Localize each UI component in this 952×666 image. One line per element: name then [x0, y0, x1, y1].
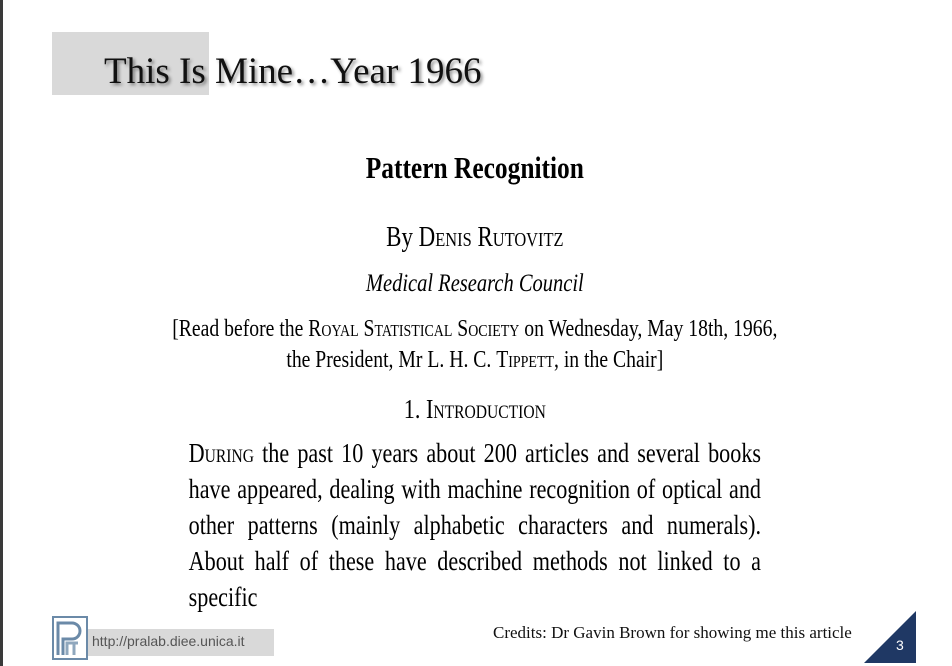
note-line1-post: on Wednesday, May 18th, 1966,	[524, 316, 778, 342]
note-line2-post: , in the Chair]	[553, 347, 664, 373]
slide-title: This Is Mine…Year 1966	[104, 51, 482, 92]
note-line2-pre: the President, Mr L. H. C.	[286, 347, 492, 373]
section-heading	[167, 394, 782, 425]
article-title: Pattern Recognition	[365, 150, 584, 185]
article-read-note	[167, 314, 782, 376]
article-affiliation: Medical Research Council	[365, 270, 584, 297]
section-number: 1.	[403, 394, 421, 424]
note-society: Royal Statistical Society	[308, 316, 520, 342]
body-text: the past 10 years about 200 articles and several books have appeared, dealing with machine recognition of optical and other patterns (mainly alphabetic characters and numerals). About half of these have described methods not linked to a specific	[188, 438, 762, 612]
credits-text: Credits: Dr Gavin Brown for showing me this article	[493, 623, 852, 642]
section-title: Introduction	[425, 394, 546, 424]
article-author	[167, 222, 782, 254]
note-line1-pre: [Read before the	[172, 316, 304, 342]
footer-url[interactable]: http://pralab.diee.unica.it	[92, 633, 245, 649]
author-name: Denis Rutovitz	[418, 222, 564, 253]
body-first-word: During	[188, 438, 254, 468]
page-number: 3	[896, 637, 904, 653]
note-president-name: Tippett	[496, 347, 554, 373]
slide-left-edge	[0, 0, 3, 666]
article-body	[167, 435, 782, 615]
pralab-logo-icon	[52, 615, 88, 661]
author-prefix: By	[386, 222, 413, 253]
article-excerpt	[167, 150, 782, 615]
corner-triangle	[864, 611, 916, 663]
